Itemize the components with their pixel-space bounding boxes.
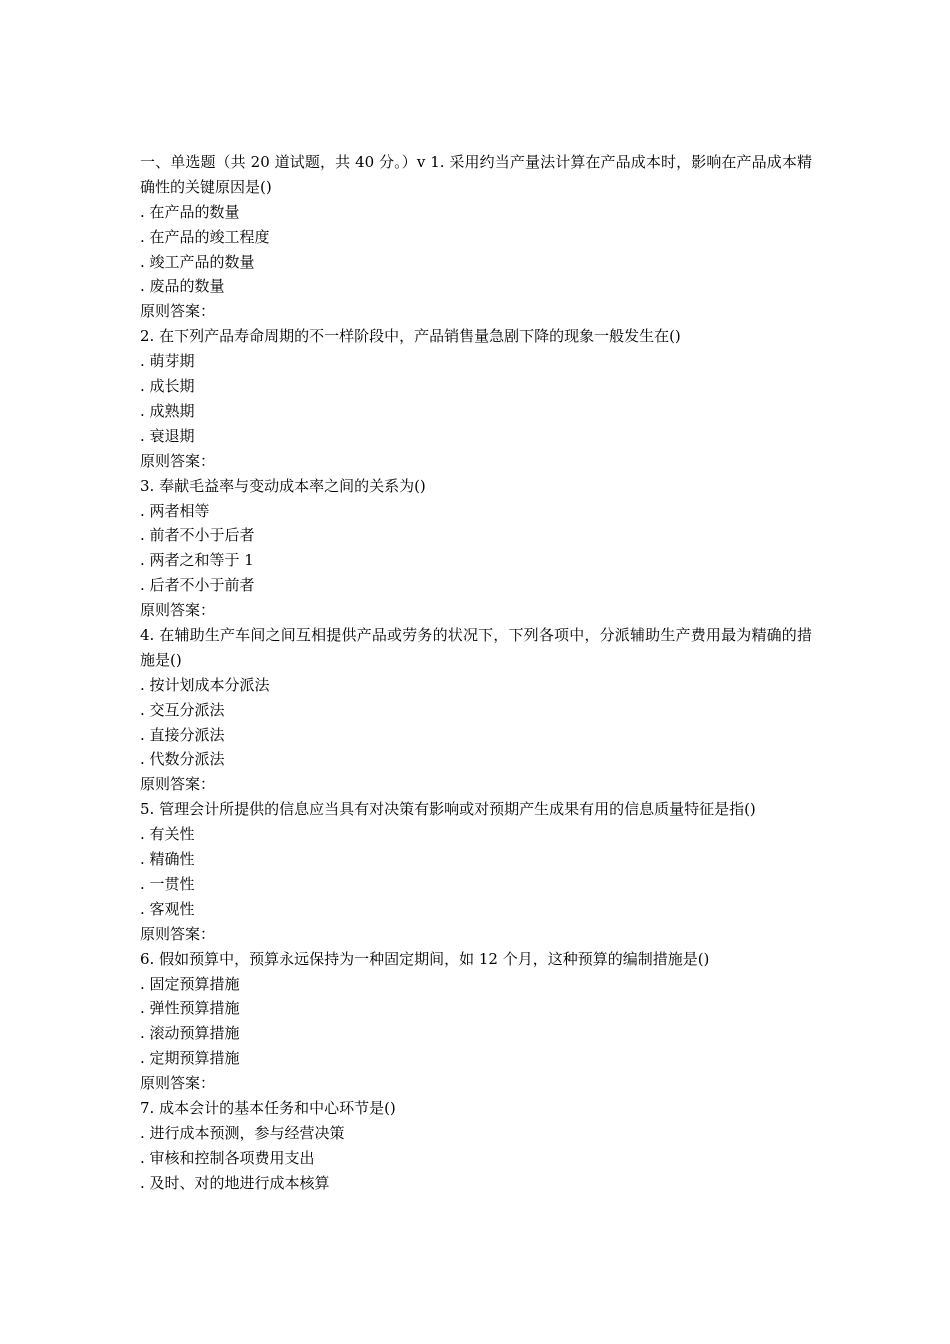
answer-label: 原则答案： bbox=[140, 1074, 216, 1093]
option: . 成长期 bbox=[140, 377, 195, 396]
option: . 成熟期 bbox=[140, 401, 195, 420]
option: . 定期预算措施 bbox=[140, 1049, 240, 1068]
option: . 审核和控制各项费用支出 bbox=[140, 1148, 315, 1167]
question-4 bbox=[140, 623, 812, 797]
question-3 bbox=[140, 474, 812, 623]
option: . 萌芽期 bbox=[140, 352, 195, 371]
option: . 滚动预算措施 bbox=[140, 1024, 240, 1043]
option: . 代数分派法 bbox=[140, 750, 225, 769]
option: . 一贯性 bbox=[140, 874, 195, 893]
question-stem: 5. 管理会计所提供的信息应当具有对决策有影响或对预期产生成果有用的信息质量特征是指() bbox=[140, 800, 756, 819]
option: . 按计划成本分派法 bbox=[140, 675, 270, 694]
answer-label: 原则答案： bbox=[140, 601, 216, 620]
option: . 直接分派法 bbox=[140, 725, 225, 744]
question-stem: 4. 在辅助生产车间之间互相提供产品或劳务的状况下，下列各项中，分派辅助生产费用最为精确的措施是() bbox=[140, 625, 812, 669]
answer-label: 原则答案： bbox=[140, 451, 216, 470]
option: . 及时、对的地进行成本核算 bbox=[140, 1173, 330, 1192]
question-6 bbox=[140, 947, 812, 1096]
option: . 有关性 bbox=[140, 825, 195, 844]
answer-label: 原则答案： bbox=[140, 302, 216, 321]
option: . 进行成本预测，参与经营决策 bbox=[140, 1123, 345, 1142]
option: . 固定预算措施 bbox=[140, 974, 240, 993]
option: . 废品的数量 bbox=[140, 277, 225, 296]
question-5 bbox=[140, 797, 812, 946]
option: . 衰退期 bbox=[140, 426, 195, 445]
option: . 前者不小于后者 bbox=[140, 526, 255, 545]
answer-label: 原则答案： bbox=[140, 775, 216, 794]
document-page bbox=[140, 150, 812, 1196]
section-header: 一、单选题（共 20 道试题，共 40 分。）v 1. 采用约当产量法计算在产品成本时，影响在产品成本精确性的关键原因是() bbox=[140, 153, 812, 196]
question-stem: 6. 假如预算中，预算永远保持为一种固定期间，如 12 个月，这种预算的编制措施是() bbox=[140, 949, 710, 968]
option: . 两者之和等于 1 bbox=[140, 551, 254, 570]
question-2 bbox=[140, 324, 812, 473]
question-stem: 7. 成本会计的基本任务和中心环节是() bbox=[140, 1098, 396, 1117]
question-stem: 3. 奉献毛益率与变动成本率之间的关系为() bbox=[140, 476, 426, 495]
option: . 交互分派法 bbox=[140, 700, 225, 719]
option: . 弹性预算措施 bbox=[140, 999, 240, 1018]
option: . 后者不小于前者 bbox=[140, 576, 255, 595]
option: . 在产品的数量 bbox=[140, 202, 240, 221]
question-stem: 2. 在下列产品寿命周期的不一样阶段中，产品销售量急剧下降的现象一般发生在() bbox=[140, 327, 681, 346]
option: . 两者相等 bbox=[140, 501, 210, 520]
option: . 精确性 bbox=[140, 850, 195, 869]
option: . 在产品的竣工程度 bbox=[140, 227, 270, 246]
option: . 客观性 bbox=[140, 899, 195, 918]
option: . 竣工产品的数量 bbox=[140, 252, 255, 271]
question-1 bbox=[140, 200, 812, 324]
question-7 bbox=[140, 1096, 812, 1196]
answer-label: 原则答案： bbox=[140, 924, 216, 943]
